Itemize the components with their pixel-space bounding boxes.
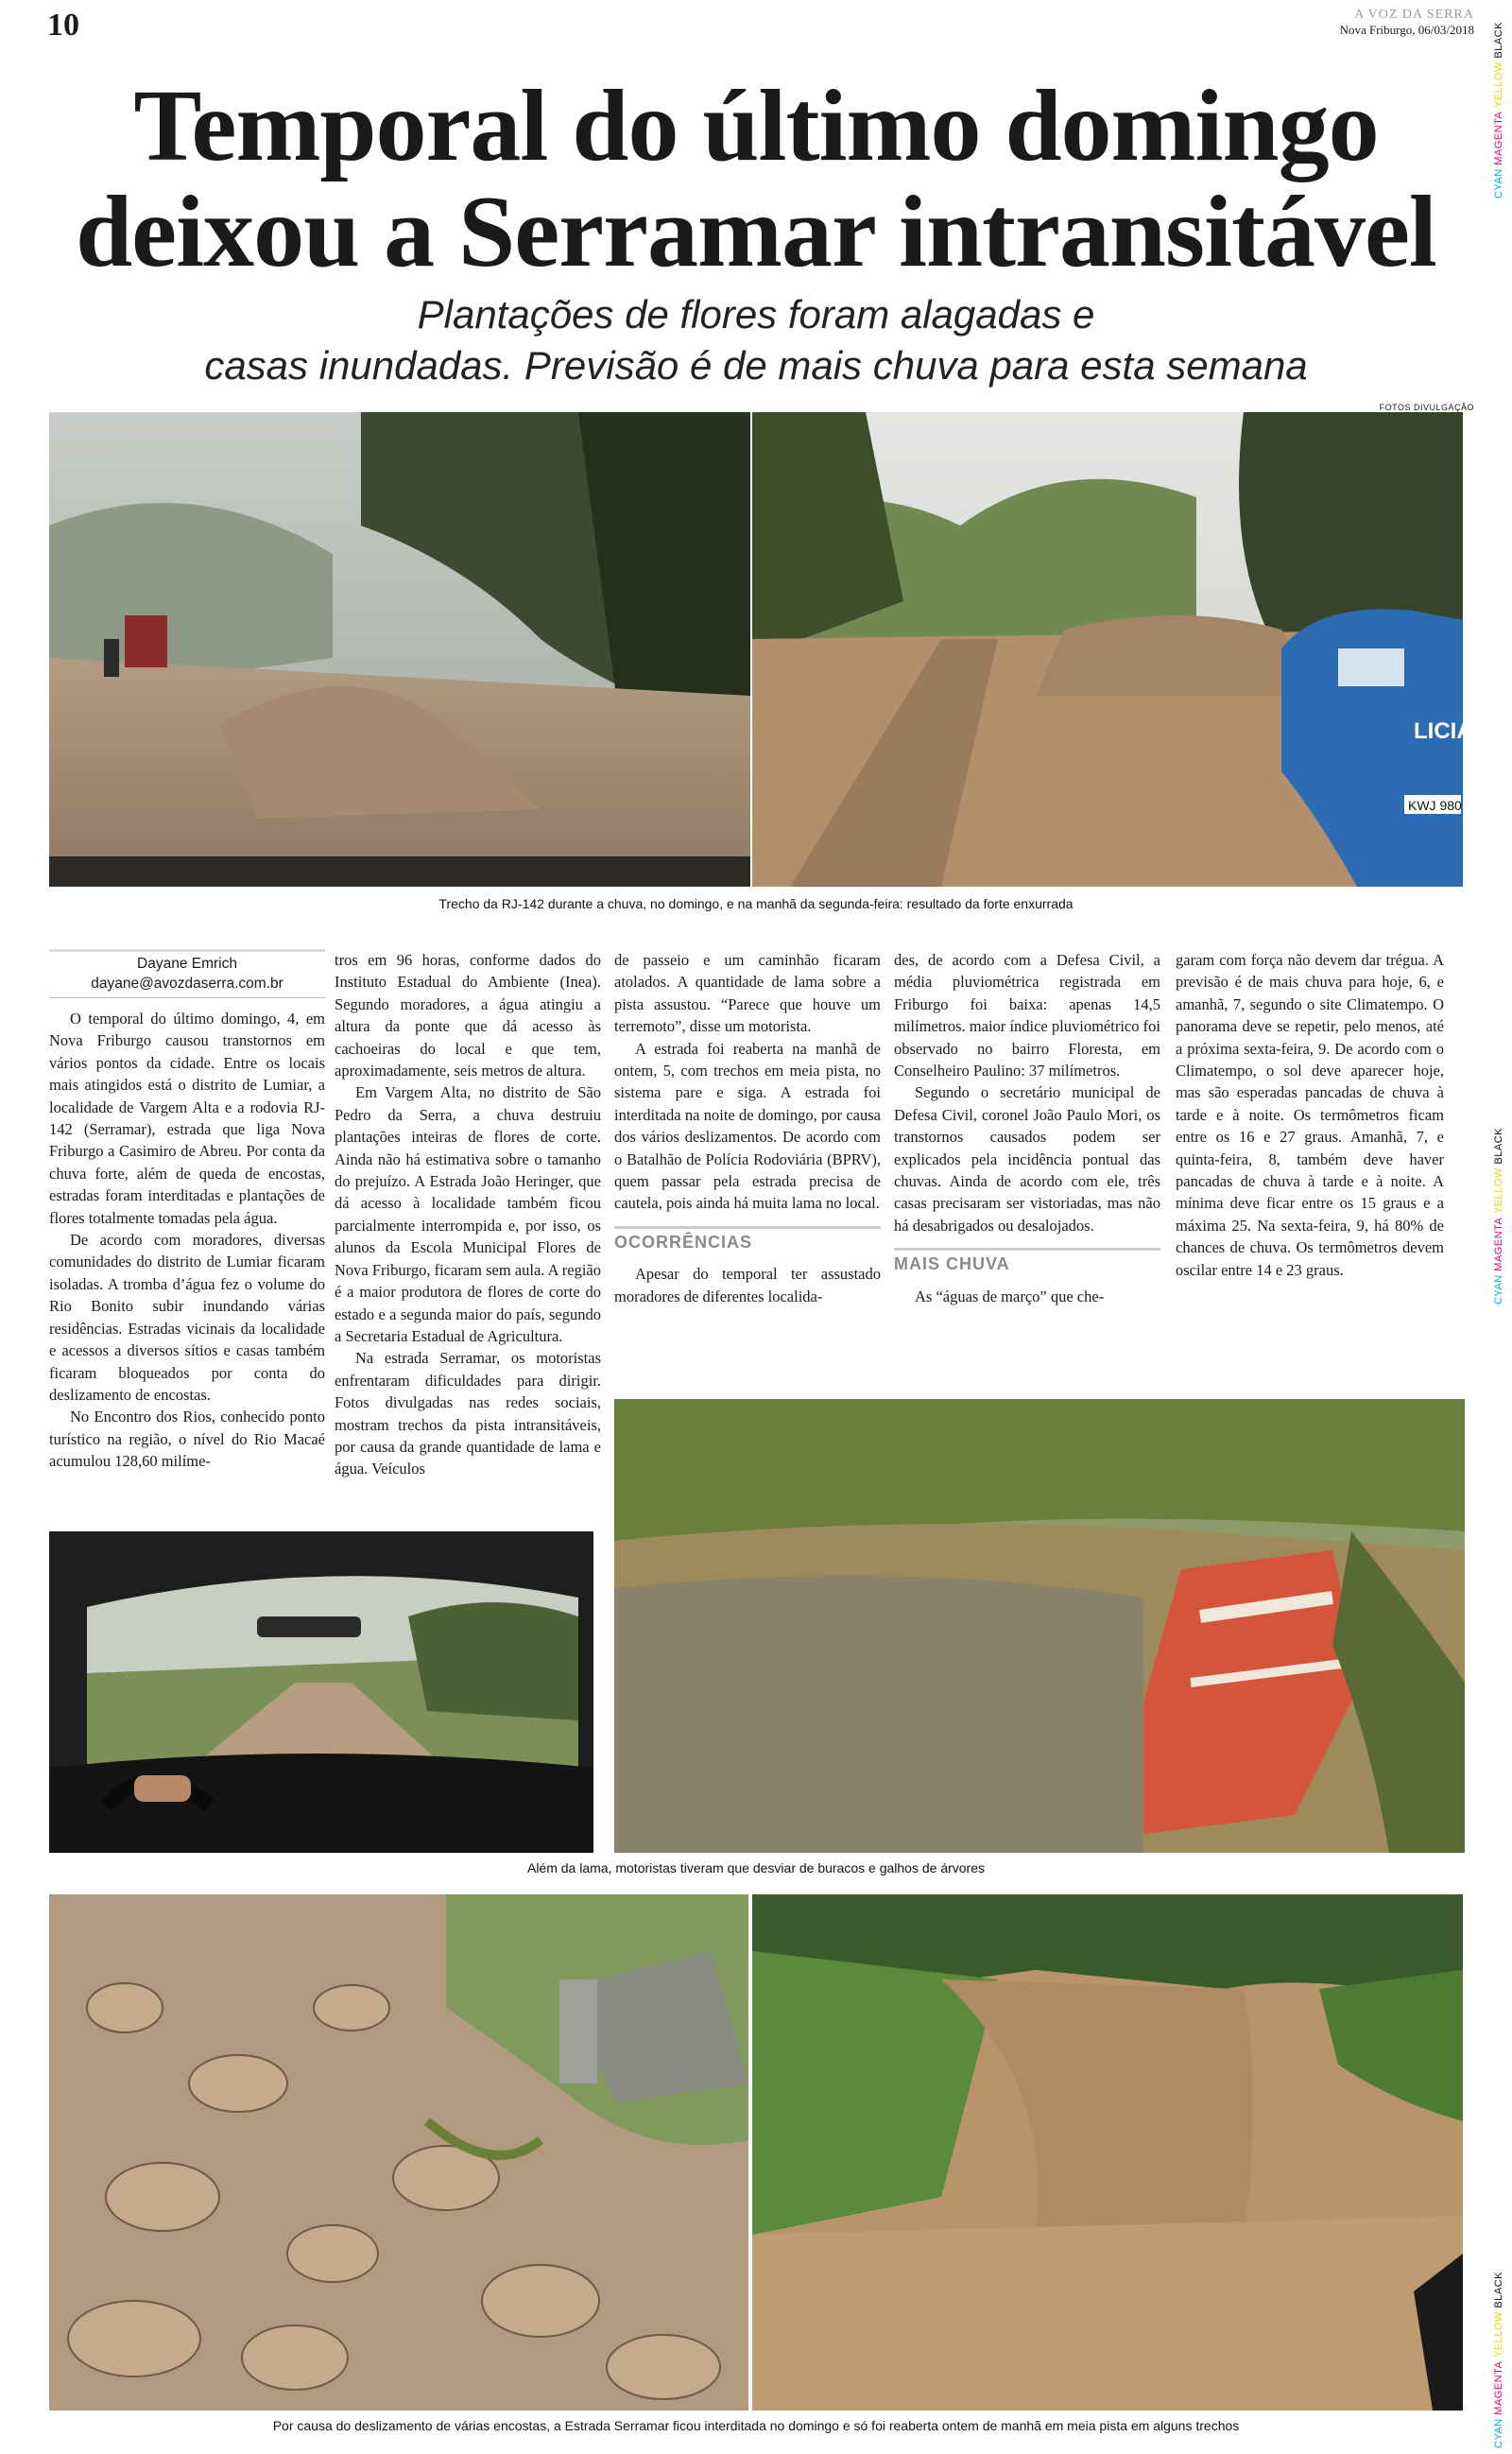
color-registration-strip-top: CYAN MAGENTA YELLOW BLACK bbox=[1493, 22, 1504, 199]
paragraph: No Encontro dos Rios, conhecido ponto turístico na região, o nível do Rio Macaé acumulou 128,60 milíme- bbox=[49, 1408, 325, 1471]
article-column-1 bbox=[49, 949, 325, 1473]
subheadline-line-1: Plantações de flores foram alagadas e bbox=[417, 292, 1095, 337]
color-registration-strip-middle: CYAN MAGENTA YELLOW BLACK bbox=[1493, 1128, 1504, 1305]
police-car-lettering: LICIA bbox=[1414, 718, 1473, 744]
paragraph: Segundo o secretário municipal de Defesa Civil, coronel João Paulo Mori, os transtornos causados podem ser explicados pela incidência pontual das chuvas. Ainda de acordo com ele, três casas precisaram ser vistoriadas, mas não há desabrigados ou desalojados. bbox=[894, 1083, 1160, 1235]
photo-flooded-road-rain bbox=[49, 412, 750, 887]
paragraph: Apesar do temporal ter assustado moradores de diferentes localida- bbox=[614, 1265, 881, 1305]
photo-driving-through-mud bbox=[49, 1531, 593, 1853]
photo-muddy-road-police-car bbox=[752, 412, 1473, 887]
paragraph: des, de acordo com a Defesa Civil, a média pluviométrica registrada em Friburgo foi baixa: apenas 14,5 milímetros. maior índice pluviométrico foi observado no bairro Floresta, em Conselheiro Paulino: 37 milímetros. bbox=[894, 951, 1160, 1080]
photo-landslide-hillside bbox=[752, 1894, 1463, 2411]
subheadline bbox=[38, 289, 1474, 391]
article-column-2 bbox=[335, 949, 601, 1480]
page-number: 10 bbox=[47, 8, 79, 43]
paragraph: Em Vargem Alta, no distrito de São Pedro da Serra, a chuva destruiu plantações inteiras de flores de corte. Ainda não há estimativa sobre o tamanho do prejuízo. A Estrada João Heringer, que dá acesso à localidade também ficou parcialmente interrompida e, por isso, os alunos da Escola Municipal Flores de Nova Friburgo, ficaram sem aula. A região é a maior produtora de flores de corte do estado e a segunda maior do país, segundo a Secretaria Estadual de Agricultura. bbox=[335, 1083, 601, 1345]
caption-bottom-photos: Por causa do deslizamento de várias encostas, a Estrada Serramar ficou interditada no domingo e só foi reaberta ontem de manhã em meia pista em alguns trechos bbox=[272, 2418, 1240, 2433]
masthead bbox=[1340, 8, 1474, 38]
photo-credit: FOTOS DIVULGAÇÃO bbox=[1379, 403, 1474, 412]
paragraph: garam com força não devem dar trégua. A previsão é de mais chuva para hoje, 6, e amanhã, 7, segundo o site Climatempo. O panorama deve se repetir, pelo menos, até a próxima sexta-feira, 9. De acordo com o Climatempo, o sol deve aparecer hoje, mas são esperadas pancadas de chuva à tarde e à noite. Os termômetros ficam entre os 16 e 27 graus. Amanhã, 7, e quinta-feira, 8, também deve haver pancadas de chuva à tarde e à noite. A mínima deve ficar entre os 15 graus e a máxima 25. Na sexta-feira, 9, há 80% de chances de chuva. Os termômetros devem oscilar entre 14 e 23 graus. bbox=[1176, 951, 1444, 1279]
section-heading-ocorrencias: OCORRÊNCIAS bbox=[614, 1226, 881, 1253]
paragraph: De acordo com moradores, diversas comunidades do distrito de Lumiar ficaram isoladas. A tromba d’água fez o volume do Rio Bonito subir inundando várias residências. Estradas vicinais da localidade e acessos a diversos sítios e casas também ficaram bloqueados por conta do deslizamento de encostas. bbox=[49, 1231, 325, 1404]
article-column-4 bbox=[894, 949, 1160, 1307]
paragraph: de passeio e um caminhão ficaram atolados. A quantidade de lama sobre a pista assustou. “Parece que houve um terremoto”, disse um motorista. bbox=[614, 951, 881, 1036]
color-registration-strip-bottom: CYAN MAGENTA YELLOW BLACK bbox=[1493, 2272, 1504, 2448]
caption-middle-photos: Além da lama, motoristas tiveram que desviar de buracos e galhos de árvores bbox=[526, 1860, 985, 1875]
byline-email[interactable]: dayane@avozdaserra.com.br bbox=[91, 976, 284, 992]
paragraph: Na estrada Serramar, os motoristas enfrentaram dificuldades para dirigir. Fotos divulgadas nas redes sociais, mostram trechos da pista intransitáveis, por causa da grande quantidade de lama e água. Veículos bbox=[335, 1349, 601, 1478]
headline-line-1: Temporal do último domingo bbox=[133, 70, 1379, 182]
article-column-5 bbox=[1176, 949, 1444, 1281]
byline bbox=[49, 949, 325, 998]
paragraph: As “águas de março” que che- bbox=[915, 1287, 1105, 1305]
section-heading-mais-chuva: MAIS CHUVA bbox=[894, 1248, 1160, 1275]
headline bbox=[38, 70, 1474, 288]
headline-line-2: deixou a Serramar intransitável bbox=[76, 176, 1436, 288]
paragraph: tros em 96 horas, conforme dados do Instituto Estadual do Ambiente (Inea). Segundo moradores, a água atingiu a altura da ponte que dá acesso às cachoeiras do local e que tem, aproximadamente, seis metros de altura. bbox=[335, 951, 601, 1080]
dateline: Nova Friburgo, 06/03/2018 bbox=[1339, 23, 1474, 37]
paragraph: O temporal do último domingo, 4, em Nova Friburgo causou transtornos em vários pontos da cidade. Entre os locais mais atingidos está o distrito de Lumiar, a localidade de Vargem Alta e a rodovia RJ-142 (Serramar), estrada que liga Nova Friburgo a Casimiro de Abreu. Por conta da chuva forte, além de queda de encostas, estradas foram interditadas e plantações de flores totalmente tomadas pela água. bbox=[49, 1010, 325, 1227]
license-plate: KWJ 980 bbox=[1408, 798, 1462, 813]
byline-author: Dayane Emrich bbox=[137, 956, 237, 972]
paragraph: A estrada foi reaberta na manhã de ontem, 5, com trechos em meia pista, no sistema pare e siga. A estrada foi interditada na noite de domingo, por causa dos vários deslizamentos. De acordo com o Batalhão de Polícia Rodoviária (BPRV), quem passar pela estrada precisa de cautela, pois ainda há muita lama no local. bbox=[614, 1039, 881, 1213]
masthead-brand: A VOZ DA SERRA bbox=[1354, 8, 1474, 22]
subheadline-line-2: casas inundadas. Previsão é de mais chuva para esta semana bbox=[204, 343, 1308, 388]
photo-flooded-road-barrier bbox=[614, 1399, 1465, 1853]
caption-top-photos: Trecho da RJ-142 durante a chuva, no domingo, e na manhã da segunda-feira: resultado da forte enxurrada bbox=[438, 896, 1074, 911]
article-column-3 bbox=[614, 949, 881, 1307]
photo-landslide-rocks bbox=[49, 1894, 748, 2411]
